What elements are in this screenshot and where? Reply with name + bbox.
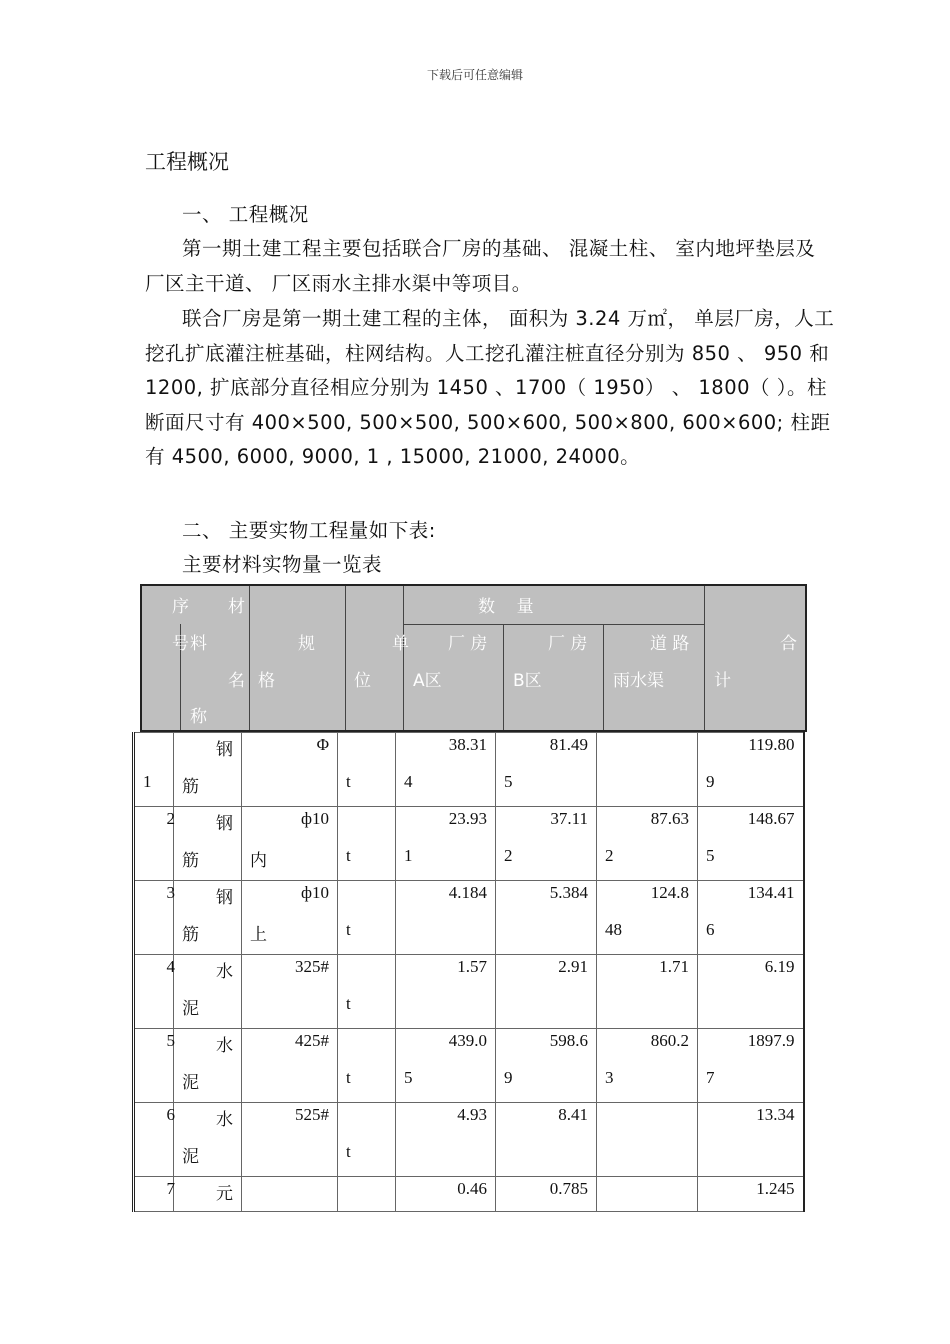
- header-area-a-top: 厂 房: [448, 634, 488, 654]
- cell-area-a: 439.0 5: [396, 1029, 496, 1103]
- paragraph-main-building: 联合厂房是第一期土建工程的主体， 面积为 3.24 万㎡， 单层厂房，人工挖孔扩底灌注桩基础，柱网结构。人工挖孔灌注桩直径分别为 850 、 950 和 1200, 扩底部分直径相应分别为 1450 、1700（ 1950） 、 1800（ ）。柱断面尺寸有 400×500, 500×500, 500×600, 500×800, 600×600; 柱距有 4500, 6000, 9000, 1 , 15000, 21000, 24000。: [145, 307, 835, 468]
- cell-unit: t: [338, 733, 396, 807]
- section2-heading: 二、 主要实物工程量如下表:: [182, 519, 436, 542]
- page-title: 工程概况: [145, 150, 229, 174]
- cell-seq: 6: [134, 1103, 174, 1177]
- table-row: [134, 733, 804, 807]
- cell-spec: Φ: [242, 733, 338, 807]
- cell-area-a: 0.46: [396, 1177, 496, 1212]
- cell-area-b: 0.785: [496, 1177, 597, 1212]
- header-material-top: 材: [228, 597, 245, 617]
- cell-road: 860.2 3: [597, 1029, 698, 1103]
- cell-area-a: 23.93 1: [396, 807, 496, 881]
- cell-road: 124.8 48: [597, 881, 698, 955]
- table-row: [134, 807, 804, 881]
- header-seq-bottom: 号: [172, 634, 189, 654]
- cell-area-b: 598.6 9: [496, 1029, 597, 1103]
- cell-area-b: 5.384: [496, 881, 597, 955]
- cell-spec: 525#: [242, 1103, 338, 1177]
- paragraph-scope: 第一期土建工程主要包括联合厂房的基础、 混凝土柱、 室内地坪垫层及厂区主干道、 厂区雨水主排水渠中等项目。: [145, 237, 816, 295]
- cell-road: [597, 1103, 698, 1177]
- cell-spec: ф10 内: [242, 807, 338, 881]
- cell-material: 钢 筋: [174, 733, 242, 807]
- table-row: [134, 881, 804, 955]
- cell-road: 87.63 2: [597, 807, 698, 881]
- cell-road: 1.71: [597, 955, 698, 1029]
- cell-area-b: 8.41: [496, 1103, 597, 1177]
- cell-spec: 425#: [242, 1029, 338, 1103]
- header-material-name: 名: [228, 671, 245, 691]
- cell-material: 元: [174, 1177, 242, 1212]
- cell-seq: 3: [134, 881, 174, 955]
- header-seq-top: 序: [172, 597, 189, 617]
- cell-area-a: 1.57: [396, 955, 496, 1029]
- header-total-bottom: 计: [714, 671, 731, 691]
- table-header: [140, 584, 807, 732]
- cell-total: 119.80 9: [698, 733, 804, 807]
- cell-total: 6.19: [698, 955, 804, 1029]
- material-quantity-table: [140, 584, 807, 1204]
- cell-area-b: 37.11 2: [496, 807, 597, 881]
- cell-seq: 5: [134, 1029, 174, 1103]
- section1-heading: 一、 工程概况: [182, 203, 309, 226]
- cell-total: 148.67 5: [698, 807, 804, 881]
- header-area-b-bottom: B区: [513, 671, 542, 691]
- cell-total: 134.41 6: [698, 881, 804, 955]
- cell-seq: 2: [134, 807, 174, 881]
- cell-total: 1897.9 7: [698, 1029, 804, 1103]
- cell-unit: t: [338, 1103, 396, 1177]
- cell-spec: ф10 上: [242, 881, 338, 955]
- header-spec-bottom: 格: [258, 671, 275, 691]
- table-row: [134, 1177, 804, 1212]
- page-header: 下载后可任意编辑: [426, 68, 523, 82]
- cell-total: 1.245: [698, 1177, 804, 1212]
- header-material-mid: 料: [190, 634, 207, 654]
- table-row: [134, 955, 804, 1029]
- header-area-b-top: 厂 房: [548, 634, 588, 654]
- cell-unit: [338, 1177, 396, 1212]
- cell-seq: 4: [134, 955, 174, 1029]
- header-unit-top: 单: [392, 634, 409, 654]
- cell-seq: 7: [134, 1177, 174, 1212]
- cell-spec: [242, 1177, 338, 1212]
- cell-unit: t: [338, 1029, 396, 1103]
- header-road-bottom: 雨水渠: [613, 671, 664, 691]
- cell-unit: t: [338, 807, 396, 881]
- cell-material: 水 泥: [174, 1103, 242, 1177]
- cell-unit: t: [338, 955, 396, 1029]
- cell-area-a: 38.31 4: [396, 733, 496, 807]
- cell-road: [597, 1177, 698, 1212]
- header-road-top: 道 路: [650, 634, 690, 654]
- table-caption: 主要材料实物量一览表: [182, 553, 383, 576]
- cell-area-a: 4.184: [396, 881, 496, 955]
- cell-material: 钢 筋: [174, 881, 242, 955]
- table-row: [134, 1029, 804, 1103]
- cell-area-a: 4.93: [396, 1103, 496, 1177]
- header-spec-top: 规: [298, 634, 315, 654]
- table-row: [134, 1103, 804, 1177]
- cell-total: 13.34: [698, 1103, 804, 1177]
- cell-material: 钢 筋: [174, 807, 242, 881]
- cell-road: [597, 733, 698, 807]
- header-total-top: 合: [780, 634, 797, 654]
- cell-area-b: 81.49 5: [496, 733, 597, 807]
- cell-area-b: 2.91: [496, 955, 597, 1029]
- cell-seq: 1: [134, 733, 174, 807]
- cell-spec: 325#: [242, 955, 338, 1029]
- header-unit-bottom: 位: [354, 671, 371, 691]
- header-quantity: 数 量: [478, 597, 534, 617]
- header-area-a-bottom: A区: [413, 671, 442, 691]
- cell-material: 水 泥: [174, 1029, 242, 1103]
- cell-material: 水 泥: [174, 955, 242, 1029]
- header-material-bottom: 称: [190, 707, 207, 727]
- cell-unit: t: [338, 881, 396, 955]
- table-body: [132, 732, 805, 1212]
